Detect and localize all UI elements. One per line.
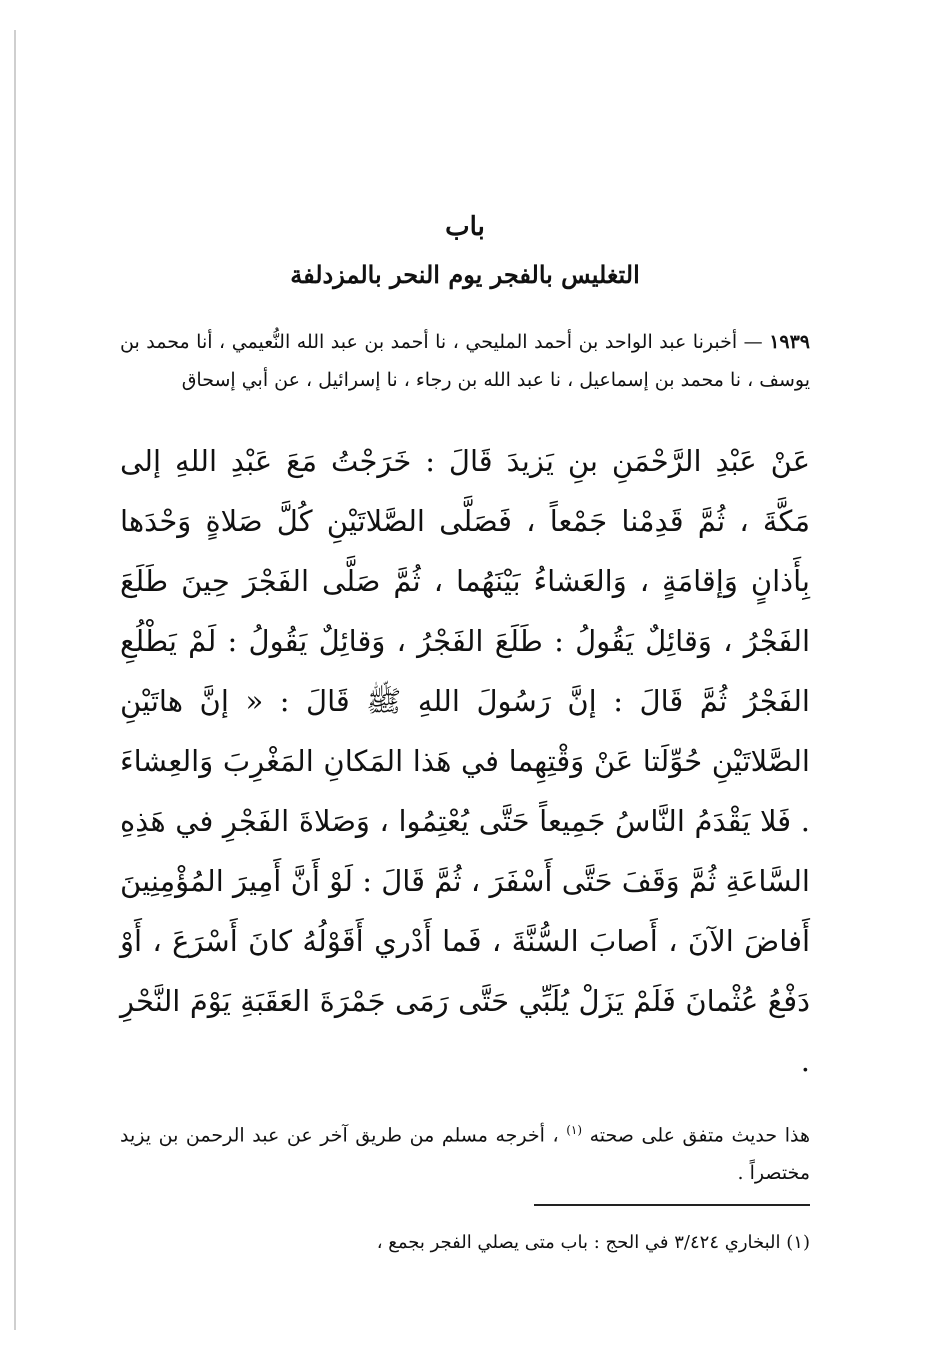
book-page [120, 200, 810, 1258]
footnote: (١) البخاري ٣/٤٢٤ في الحج : باب متى يصلي الفجر بجمع ، [376, 1232, 810, 1254]
footnote-ref: (١) [566, 1123, 583, 1137]
scan-edge-line [14, 30, 16, 1330]
hadith-number: ١٩٣٩ [769, 331, 811, 353]
isnad-text: — أخبرنا عبد الواحد بن أحمد المليحي ، نا أحمد بن عبد الله النُّعيمي ، أنا محمد بن يوسف ، نا محمد بن إسماعيل ، نا عبد الله بن رجاء ، نا إسرائيل ، عن أبي إسحاق [120, 331, 810, 391]
hadith-matn: عَنْ عَبْدِ الرَّحْمَنِ بنِ يَزيدَ قَالَ : خَرَجْتُ مَعَ عَبْدِ اللهِ إلى مَكَّةَ ، ثُمَّ قَدِمْنا جَمْعاً ، فَصَلَّى الصَّلاتَيْنِ كُلَّ صَلاةٍ وَحْدَها بِأَذانٍ وَإقامَةٍ ، وَالعَشاءُ بَيْنَهُما ، ثُمَّ صَلَّى الفَجْرَ حِينَ طَلَعَ الفَجْرُ ، وَقائِلٌ يَقُولُ : طَلَعَ الفَجْرُ ، وَقائِلٌ يَقُولُ : لَمْ يَطْلُعِ الفَجْرُ ثُمَّ قَالَ : إنَّ رَسُولَ اللهِ ﷺ قَالَ : « إنَّ هاتَيْنِ الصَّلاتَيْنِ حُوِّلَتا عَنْ وَقْتِهِما في هَذا المَكانِ المَغْرِبَ وَالعِشاءَ . فَلا يَقْدَمُ النَّاسُ جَمِيعاً حَتَّى يُعْتِمُوا ، وَصَلاةَ الفَجْرِ في هَذِهِ السَّاعَةِ ثُمَّ وَقَفَ حَتَّى أَسْفَرَ ، ثُمَّ قَالَ : لَوْ أَنَّ أَمِيرَ المُؤْمِنِينَ أَفاضَ الآنَ ، أَصابَ السُّنَّةَ ، فَما أَدْري أَقَوْلُهُ كانَ أَسْرَعَ ، أَوْ دَفْعُ عُثْمانَ فَلَمْ يَزَلْ يُلَبِّي حَتَّى رَمَى جَمْرَةَ العَقَبَةِ يَوْمَ النَّحْرِ . [120, 444, 810, 1078]
note-text-after: ، أخرجه مسلم من طريق آخر عن عبد الرحمن بن يزيد مختصراً . [120, 1124, 810, 1185]
hadith-isnad [120, 323, 810, 399]
chapter-heading: باب [445, 212, 485, 242]
takhrij-note [120, 1111, 810, 1192]
note-text-before: هذا حديث متفق على صحته [589, 1124, 810, 1147]
footnote-divider [534, 1204, 810, 1206]
chapter-title: التغليس بالفجر يوم النحر بالمزدلفة [290, 260, 640, 289]
